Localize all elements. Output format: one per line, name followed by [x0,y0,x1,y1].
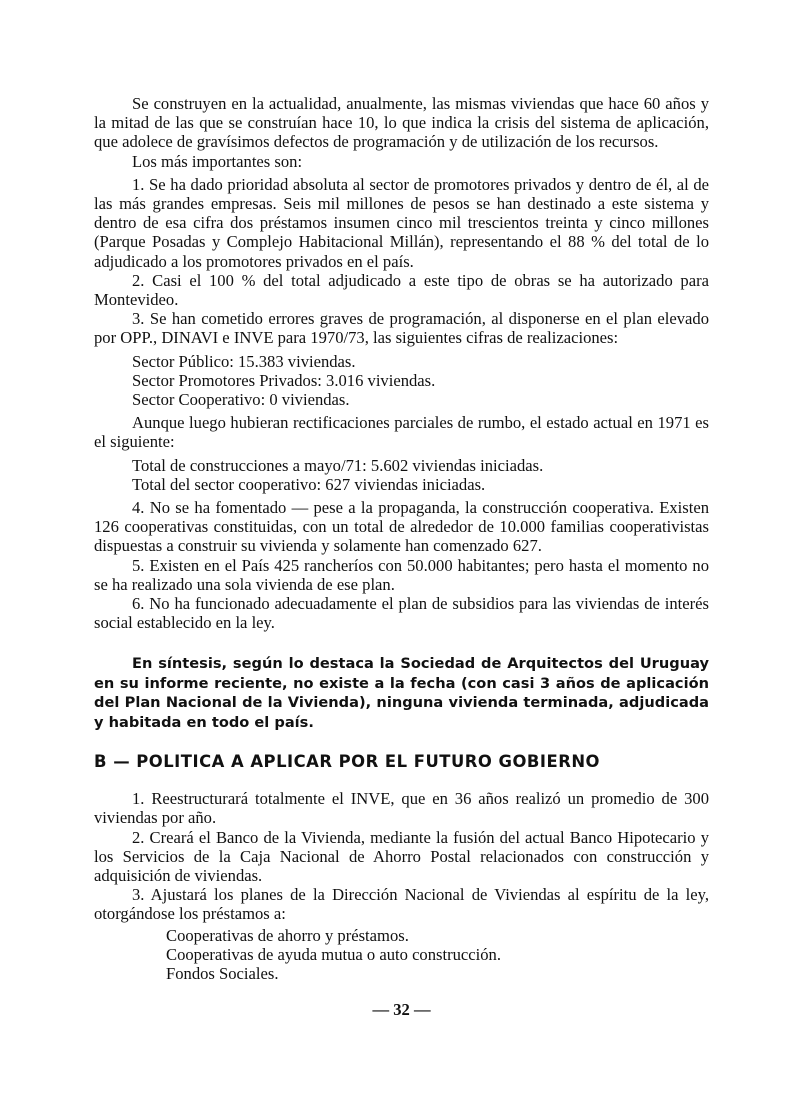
intro-paragraph: Se construyen en la actualidad, anualmente, las mismas viviendas que hace 60 años y la mitad de las que se construían hace 10, lo que indica la crisis del sistema de aplicación, que adolece de gravísimos defectos de programación y de utilización de los recursos. [94,94,709,152]
point-5: 5. Existen en el País 425 rancheríos con 50.000 habitantes; pero hasta el momento no se ha realizado una sola vivienda de ese plan. [94,555,709,594]
section-b-point-2: 2. Creará el Banco de la Vivienda, mediante la fusión del actual Banco Hipotecario y los Servicios de la Caja Nacional de Ahorro Postal relacionados con construcción y adquisición de viviendas. [94,827,709,885]
section-b-point-1: 1. Reestructurará totalmente el INVE, que en 36 años realizó un promedio de 300 viviendas por año. [94,789,709,828]
list-item: Total de construcciones a mayo/71: 5.602 viviendas iniciadas. [132,455,544,475]
list-item: Sector Cooperativo: 0 viviendas. [132,390,350,410]
loan-recipients-list [166,926,709,984]
intro-lead: Los más importantes son: [132,151,303,171]
summary-paragraph: En síntesis, según lo destaca la Sociedad de Arquitectos del Uruguay en su informe reciente, no existe a la fecha (con casi 3 años de aplicación del Plan Nacional de la Vivienda), ninguna vivienda terminada, adjudicada y habitada en todo el país. [94,655,709,731]
point-6: 6. No ha funcionado adecuadamente el plan de subsidios para las viviendas de interés social establecido en la ley. [94,594,709,633]
planned-figures-list [132,352,709,410]
point-3: 3. Se han cometido errores graves de programación, al disponerse en el plan elevado por OPP., DINAVI e INVE para 1970/73, las siguientes cifras de realizaciones: [94,309,709,348]
section-b-point-3: 3. Ajustará los planes de la Dirección Nacional de Viviendas al espíritu de la ley, otorgándose los préstamos a: [94,885,709,924]
list-item: Sector Público: 15.383 viviendas. [132,351,356,371]
list-item: Cooperativas de ayuda mutua o auto construcción. [166,944,502,964]
list-item: Total del sector cooperativo: 627 viviendas iniciadas. [132,474,486,494]
rectification-paragraph: Aunque luego hubieran rectificaciones parciales de rumbo, el estado actual en 1971 es el siguiente: [94,413,709,452]
current-state-list [132,456,709,494]
section-b-heading: B — POLITICA A APLICAR POR EL FUTURO GOBIERNO [94,752,600,772]
point-1: 1. Se ha dado prioridad absoluta al sector de promotores privados y dentro de él, al de las más grandes empresas. Seis mil millones de pesos se han destinado a este sistema y dentro de esa cifra dos préstamos insumen cinco mil trescientos treinta y cinco millones (Parque Posadas y Complejo Habitacional Millán), representando el 88 % del total de lo adjudicado a los promotores privados en el país. [94,174,709,271]
point-2: 2. Casi el 100 % del total adjudicado a este tipo de obras se ha autorizado para Montevideo. [94,270,709,310]
page-number: — 32 — [372,1000,431,1019]
list-item: Sector Promotores Privados: 3.016 viviendas. [132,370,436,390]
list-item: Fondos Sociales. [166,963,279,983]
point-4: 4. No se ha fomentado — pese a la propaganda, la construcción cooperativa. Existen 126 cooperativas constituidas, con un total de alrededor de 10.000 familias cooperativistas dispuestas a construir su vivienda y solamente han comenzado 627. [94,498,709,556]
list-item: Cooperativas de ahorro y préstamos. [166,925,409,945]
